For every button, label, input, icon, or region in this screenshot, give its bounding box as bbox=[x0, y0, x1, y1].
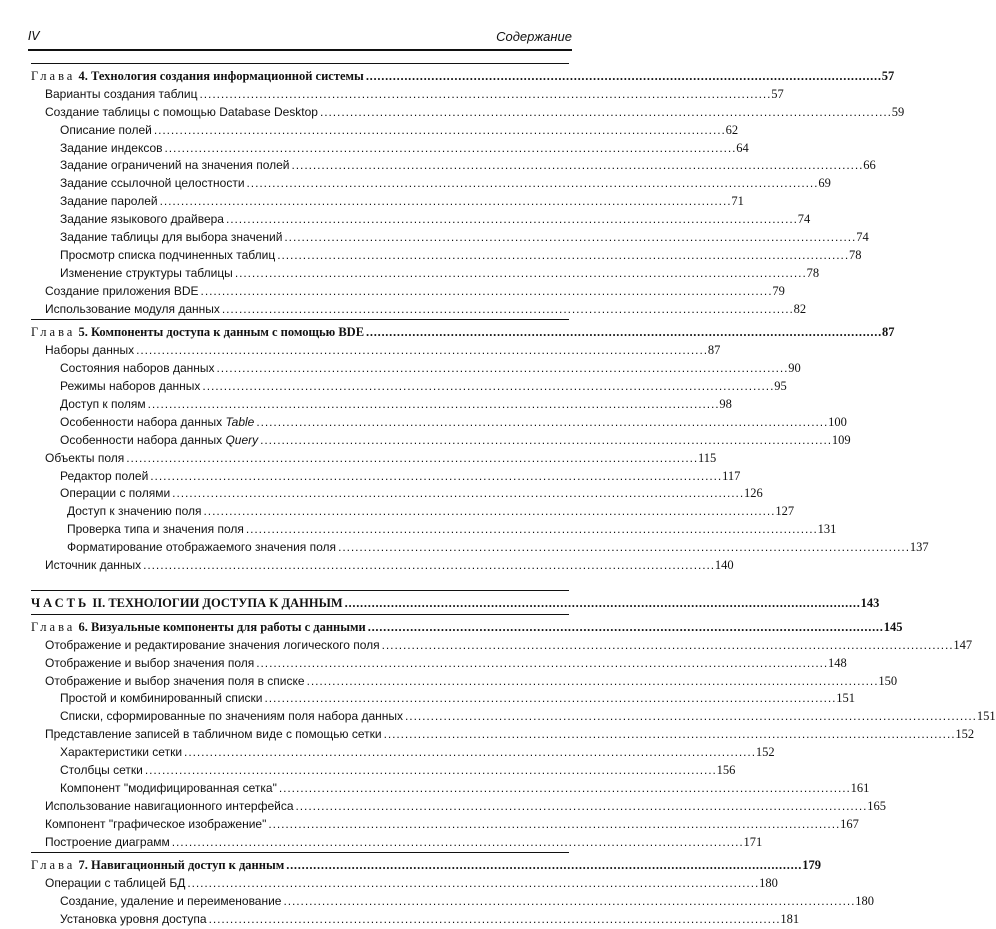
toc-title bbox=[67, 539, 336, 557]
toc-label: Глава bbox=[31, 325, 76, 340]
dot-leader bbox=[226, 211, 796, 229]
toc-page-number: 100 bbox=[828, 414, 847, 429]
toc-title bbox=[45, 726, 382, 744]
toc-title-text: Задание паролей bbox=[60, 194, 158, 209]
dot-leader bbox=[247, 175, 817, 193]
toc-title-text: Изменение структуры таблицы bbox=[60, 265, 233, 280]
toc-page-number: 62 bbox=[725, 122, 739, 137]
toc-title bbox=[60, 229, 282, 247]
dot-leader bbox=[235, 265, 805, 283]
toc-title-text: Создание приложения BDE bbox=[45, 283, 199, 298]
toc-title-text: Операции с таблицей БД bbox=[45, 876, 186, 891]
dot-leader bbox=[200, 86, 770, 104]
toc-entry[interactable] bbox=[31, 726, 975, 744]
dot-leader bbox=[268, 816, 838, 834]
toc-title bbox=[67, 503, 202, 521]
toc-title bbox=[45, 875, 185, 893]
toc-part[interactable] bbox=[31, 595, 880, 613]
toc-title bbox=[31, 595, 343, 613]
toc-page-number: 117 bbox=[722, 468, 741, 483]
toc-title bbox=[67, 521, 244, 539]
toc-chapter[interactable] bbox=[31, 68, 895, 86]
dot-leader bbox=[165, 140, 735, 158]
toc-page-number: 180 bbox=[855, 894, 875, 909]
toc-title bbox=[60, 762, 143, 780]
toc-title-text: Варианты создания таблиц bbox=[45, 86, 198, 101]
dot-leader bbox=[382, 637, 952, 655]
toc-page-number: 78 bbox=[806, 265, 820, 280]
toc-label: ЧАСТЬ bbox=[31, 595, 90, 610]
dot-leader bbox=[277, 247, 847, 265]
toc-page-number: 82 bbox=[793, 301, 807, 316]
section-rule bbox=[31, 852, 569, 853]
section-rule bbox=[31, 319, 569, 320]
toc-page-number: 150 bbox=[878, 673, 898, 688]
toc-page-number: 181 bbox=[780, 912, 800, 927]
dot-leader bbox=[148, 396, 718, 414]
toc-title-text: Технология создания информационной системы bbox=[90, 69, 364, 83]
dot-leader bbox=[209, 911, 779, 929]
dot-leader bbox=[184, 744, 754, 762]
toc-title bbox=[60, 211, 224, 229]
toc-entry[interactable] bbox=[31, 450, 717, 468]
toc-page-number: 74 bbox=[797, 212, 811, 227]
toc-title-text: Компонент "графическое изображение" bbox=[45, 816, 267, 831]
toc-entry[interactable] bbox=[31, 911, 800, 929]
toc-title-text: Отображение и редактирование значения логического поля bbox=[45, 637, 380, 652]
section-rule bbox=[31, 590, 569, 591]
toc-title bbox=[60, 485, 170, 503]
dot-leader bbox=[172, 834, 742, 852]
dot-leader bbox=[279, 780, 849, 798]
toc-entry[interactable] bbox=[31, 86, 784, 104]
section-title: Содержание bbox=[496, 29, 572, 44]
dot-leader bbox=[187, 875, 757, 893]
page-header bbox=[28, 29, 572, 49]
toc-title bbox=[60, 690, 263, 708]
toc-entry[interactable] bbox=[31, 798, 887, 816]
toc-entry[interactable] bbox=[31, 780, 870, 798]
toc-entry[interactable] bbox=[31, 265, 820, 283]
toc-page-number: 137 bbox=[909, 540, 929, 555]
dot-leader bbox=[265, 690, 835, 708]
toc-title bbox=[60, 468, 148, 486]
toc-label: Глава bbox=[31, 619, 76, 634]
toc-title-text: Компонент "модифицированная сетка" bbox=[60, 780, 277, 795]
toc-entry[interactable] bbox=[31, 283, 785, 301]
toc-entry[interactable] bbox=[31, 122, 739, 140]
toc-entry[interactable] bbox=[31, 503, 795, 521]
toc-title bbox=[45, 557, 141, 575]
toc-title bbox=[45, 637, 380, 655]
header-rule bbox=[28, 49, 572, 51]
toc-page-number: 126 bbox=[743, 486, 763, 501]
toc-page-number: 66 bbox=[863, 158, 876, 173]
toc-title bbox=[45, 450, 124, 468]
toc-title bbox=[45, 86, 198, 104]
dot-leader bbox=[154, 122, 724, 140]
toc-title-text: Источник данных bbox=[45, 558, 142, 573]
toc-title-text: Представление записей в табличном виде с помощью сетки bbox=[45, 727, 382, 742]
dot-leader bbox=[368, 619, 882, 637]
toc-entry[interactable] bbox=[31, 655, 847, 673]
toc-entry[interactable] bbox=[31, 360, 801, 378]
toc-title-text: Визуальные компоненты для работы с данными bbox=[90, 619, 366, 634]
dot-leader bbox=[307, 673, 877, 691]
toc-entry[interactable] bbox=[31, 378, 787, 396]
dot-leader bbox=[143, 557, 713, 575]
toc-title-italic: Table bbox=[225, 414, 255, 429]
toc-title-text: Задание ограничений на значения полей bbox=[60, 158, 290, 173]
toc-title-italic: Query bbox=[225, 432, 259, 447]
toc-entry[interactable] bbox=[31, 229, 869, 247]
toc-title bbox=[60, 780, 277, 798]
toc-title bbox=[45, 283, 199, 301]
toc-page-number: 74 bbox=[856, 230, 869, 245]
toc-entry[interactable] bbox=[31, 539, 929, 557]
toc-entry[interactable] bbox=[31, 193, 744, 211]
toc-title bbox=[60, 175, 245, 193]
toc-number: 5. bbox=[78, 325, 88, 340]
toc-label: Глава bbox=[31, 858, 76, 873]
toc-chapter[interactable] bbox=[31, 619, 903, 637]
dot-leader bbox=[126, 450, 696, 468]
toc-title-text: Столбцы сетки bbox=[60, 762, 143, 777]
toc-title bbox=[45, 342, 134, 360]
dot-leader bbox=[222, 301, 792, 319]
toc-title bbox=[31, 68, 364, 86]
toc-entry[interactable] bbox=[31, 762, 736, 780]
toc-page-number: 87 bbox=[707, 343, 721, 358]
toc-title-text: Объекты поля bbox=[45, 450, 125, 465]
toc-page-number: 167 bbox=[840, 816, 859, 831]
toc-page-number: 95 bbox=[774, 379, 787, 394]
toc-title-text: Создание, удаление и переименование bbox=[60, 894, 282, 909]
toc-title bbox=[60, 265, 233, 283]
toc-title-text: ТЕХНОЛОГИИ ДОСТУПА К ДАННЫМ bbox=[108, 595, 343, 610]
dot-leader bbox=[296, 798, 866, 816]
toc-title bbox=[45, 301, 220, 319]
toc-entry[interactable] bbox=[31, 834, 763, 852]
toc-page-number: 115 bbox=[698, 450, 717, 465]
toc-page-number: 131 bbox=[817, 522, 837, 537]
toc-entry[interactable] bbox=[31, 521, 837, 539]
toc-title-text: Доступ к полям bbox=[60, 397, 146, 412]
toc-title-text: Задание индексов bbox=[60, 140, 163, 155]
dot-leader bbox=[136, 342, 706, 360]
dot-leader bbox=[256, 414, 826, 432]
toc-entry[interactable] bbox=[31, 468, 741, 486]
toc-page-number: 78 bbox=[848, 247, 862, 262]
toc-title bbox=[45, 834, 170, 852]
toc-title-text: Наборы данных bbox=[45, 343, 135, 358]
dot-leader bbox=[246, 521, 816, 539]
toc-title bbox=[60, 708, 403, 726]
toc-page-number: 69 bbox=[818, 176, 831, 191]
toc-title bbox=[60, 122, 152, 140]
toc-page-number: 147 bbox=[953, 637, 973, 652]
dot-leader bbox=[201, 283, 771, 301]
toc-page-number: 156 bbox=[716, 762, 736, 777]
toc-entry[interactable] bbox=[31, 893, 875, 911]
dot-leader bbox=[217, 360, 787, 378]
dot-leader bbox=[384, 726, 954, 744]
toc-title bbox=[31, 324, 364, 342]
toc-page-number: 148 bbox=[828, 655, 847, 670]
toc-title-text: Доступ к значению поля bbox=[67, 504, 202, 519]
toc-page-number: 98 bbox=[719, 397, 732, 412]
toc-page-number: 127 bbox=[775, 504, 795, 519]
toc-title bbox=[60, 396, 146, 414]
toc-entry[interactable] bbox=[31, 673, 898, 691]
toc-entry[interactable] bbox=[31, 637, 973, 655]
toc-page-number: 152 bbox=[755, 745, 775, 760]
toc-page-number: 57 bbox=[881, 69, 895, 83]
dot-leader bbox=[283, 893, 853, 911]
toc-entry[interactable] bbox=[31, 342, 721, 360]
toc-title bbox=[60, 432, 258, 450]
toc-title bbox=[60, 911, 207, 929]
toc-title-text: Использование модуля данных bbox=[45, 301, 220, 316]
toc-title-text: Особенности набора данных bbox=[60, 432, 226, 447]
toc-page-number: 79 bbox=[772, 283, 785, 298]
toc-title-text: Характеристики сетки bbox=[60, 745, 183, 760]
toc-chapter[interactable] bbox=[31, 324, 895, 342]
toc-title-text: Задание языкового драйвера bbox=[60, 212, 224, 227]
dot-leader bbox=[286, 857, 800, 875]
toc-title-text: Особенности набора данных bbox=[60, 414, 226, 429]
toc-title-text: Задание таблицы для выбора значений bbox=[60, 230, 283, 245]
dot-leader bbox=[256, 655, 826, 673]
toc-entry[interactable] bbox=[31, 875, 778, 893]
toc-title-text: Операции с полями bbox=[60, 486, 171, 501]
toc-entry[interactable] bbox=[31, 744, 775, 762]
toc-page-number: 87 bbox=[882, 325, 895, 340]
toc-page-number: 57 bbox=[771, 86, 784, 101]
dot-leader bbox=[345, 595, 859, 613]
toc-title bbox=[60, 414, 254, 432]
toc-title bbox=[60, 247, 275, 265]
toc-title-text: Просмотр списка подчиненных таблиц bbox=[60, 247, 276, 262]
dot-leader bbox=[160, 193, 730, 211]
dot-leader bbox=[366, 68, 880, 86]
section-rule bbox=[31, 63, 569, 64]
toc-title bbox=[31, 619, 366, 637]
dot-leader bbox=[292, 157, 862, 175]
toc-page-number: 161 bbox=[850, 780, 870, 795]
toc-title-text: Проверка типа и значения поля bbox=[67, 522, 244, 537]
toc-title-text: Режимы наборов данных bbox=[60, 379, 201, 394]
toc-entry[interactable] bbox=[31, 557, 734, 575]
toc-page-number: 151 bbox=[836, 691, 856, 706]
toc-entry[interactable] bbox=[31, 485, 763, 503]
toc-page-number: 59 bbox=[891, 104, 905, 119]
toc-title-text: Форматирование отображаемого значения поля bbox=[67, 540, 337, 555]
toc-title bbox=[45, 816, 266, 834]
toc-title bbox=[60, 360, 215, 378]
toc-entry[interactable] bbox=[31, 247, 862, 265]
toc-number: 4. bbox=[78, 69, 88, 83]
dot-leader bbox=[172, 485, 742, 503]
toc-entry[interactable] bbox=[31, 140, 749, 158]
dot-leader bbox=[405, 708, 975, 726]
toc-title-text: Навигационный доступ к данным bbox=[90, 858, 285, 873]
toc-entry[interactable] bbox=[31, 816, 859, 834]
toc-title-text: Отображение и выбор значения поля в списке bbox=[45, 673, 305, 688]
toc-title bbox=[45, 104, 318, 122]
toc-entry[interactable] bbox=[31, 211, 811, 229]
toc-entry[interactable] bbox=[31, 175, 831, 193]
dot-leader bbox=[260, 432, 830, 450]
toc-title-text: Состояния наборов данных bbox=[60, 361, 215, 376]
toc-page-number: 64 bbox=[736, 140, 749, 155]
section-rule bbox=[31, 614, 569, 615]
toc-entry[interactable] bbox=[31, 708, 996, 726]
toc-title-text: Установка уровня доступа bbox=[60, 912, 207, 927]
dot-leader bbox=[338, 539, 908, 557]
dot-leader bbox=[145, 762, 715, 780]
toc-page-number: 180 bbox=[759, 876, 778, 891]
toc-title-text: Задание ссылочной целостности bbox=[60, 176, 245, 191]
toc-title bbox=[31, 857, 284, 875]
toc-title-text: Простой и комбинированный списки bbox=[60, 691, 263, 706]
toc-title-text: Создание таблицы с помощью Database Desktop bbox=[45, 104, 318, 119]
toc-title-text: Описание полей bbox=[60, 122, 152, 137]
toc-title-text: Редактор полей bbox=[60, 468, 149, 483]
toc-entry[interactable] bbox=[31, 301, 807, 319]
toc-title bbox=[60, 157, 290, 175]
dot-leader bbox=[150, 468, 720, 486]
toc-title bbox=[60, 140, 163, 158]
toc-label: Глава bbox=[31, 69, 76, 83]
toc-entry[interactable] bbox=[31, 104, 905, 122]
toc-title bbox=[60, 744, 182, 762]
toc-title bbox=[60, 193, 158, 211]
toc-page-number: 140 bbox=[714, 558, 734, 573]
toc-title bbox=[45, 798, 294, 816]
toc-title-text: Использование навигационного интерфейса bbox=[45, 798, 294, 813]
toc-entry[interactable] bbox=[31, 396, 732, 414]
toc-page-number: 71 bbox=[731, 194, 744, 209]
toc-title-text: Отображение и выбор значения поля bbox=[45, 655, 255, 670]
toc-page-number: 151 bbox=[976, 709, 996, 724]
toc-page-number: 145 bbox=[883, 619, 903, 634]
dot-leader bbox=[202, 378, 772, 396]
toc-entry[interactable] bbox=[31, 432, 851, 450]
dot-leader bbox=[320, 104, 890, 122]
table-of-contents bbox=[31, 62, 996, 929]
toc-title-text: Компоненты доступа к данным с помощью BDE bbox=[90, 325, 365, 340]
toc-chapter[interactable] bbox=[31, 857, 821, 875]
toc-page-number: 152 bbox=[955, 727, 975, 742]
toc-title-text: Построение диаграмм bbox=[45, 834, 170, 849]
toc-title bbox=[45, 673, 305, 691]
dot-leader bbox=[366, 324, 880, 342]
toc-number: II. bbox=[92, 595, 106, 610]
toc-page-number: 171 bbox=[743, 834, 763, 849]
toc-title bbox=[60, 893, 281, 911]
dot-leader bbox=[204, 503, 774, 521]
toc-page-number: 109 bbox=[831, 432, 851, 447]
toc-title bbox=[60, 378, 200, 396]
toc-page-number: 165 bbox=[867, 798, 887, 813]
toc-number: 6. bbox=[78, 619, 88, 634]
page-number: IV bbox=[28, 29, 40, 43]
toc-entry[interactable] bbox=[31, 690, 856, 708]
toc-title bbox=[45, 655, 254, 673]
toc-entry[interactable] bbox=[31, 157, 876, 175]
toc-page-number: 90 bbox=[788, 361, 801, 376]
toc-number: 7. bbox=[78, 858, 88, 873]
toc-entry[interactable] bbox=[31, 414, 847, 432]
section-gap bbox=[31, 575, 569, 589]
dot-leader bbox=[284, 229, 854, 247]
toc-page-number: 143 bbox=[860, 595, 880, 610]
toc-page-number: 179 bbox=[802, 858, 821, 873]
toc-title-text: Списки, сформированные по значениям поля набора данных bbox=[60, 709, 404, 724]
